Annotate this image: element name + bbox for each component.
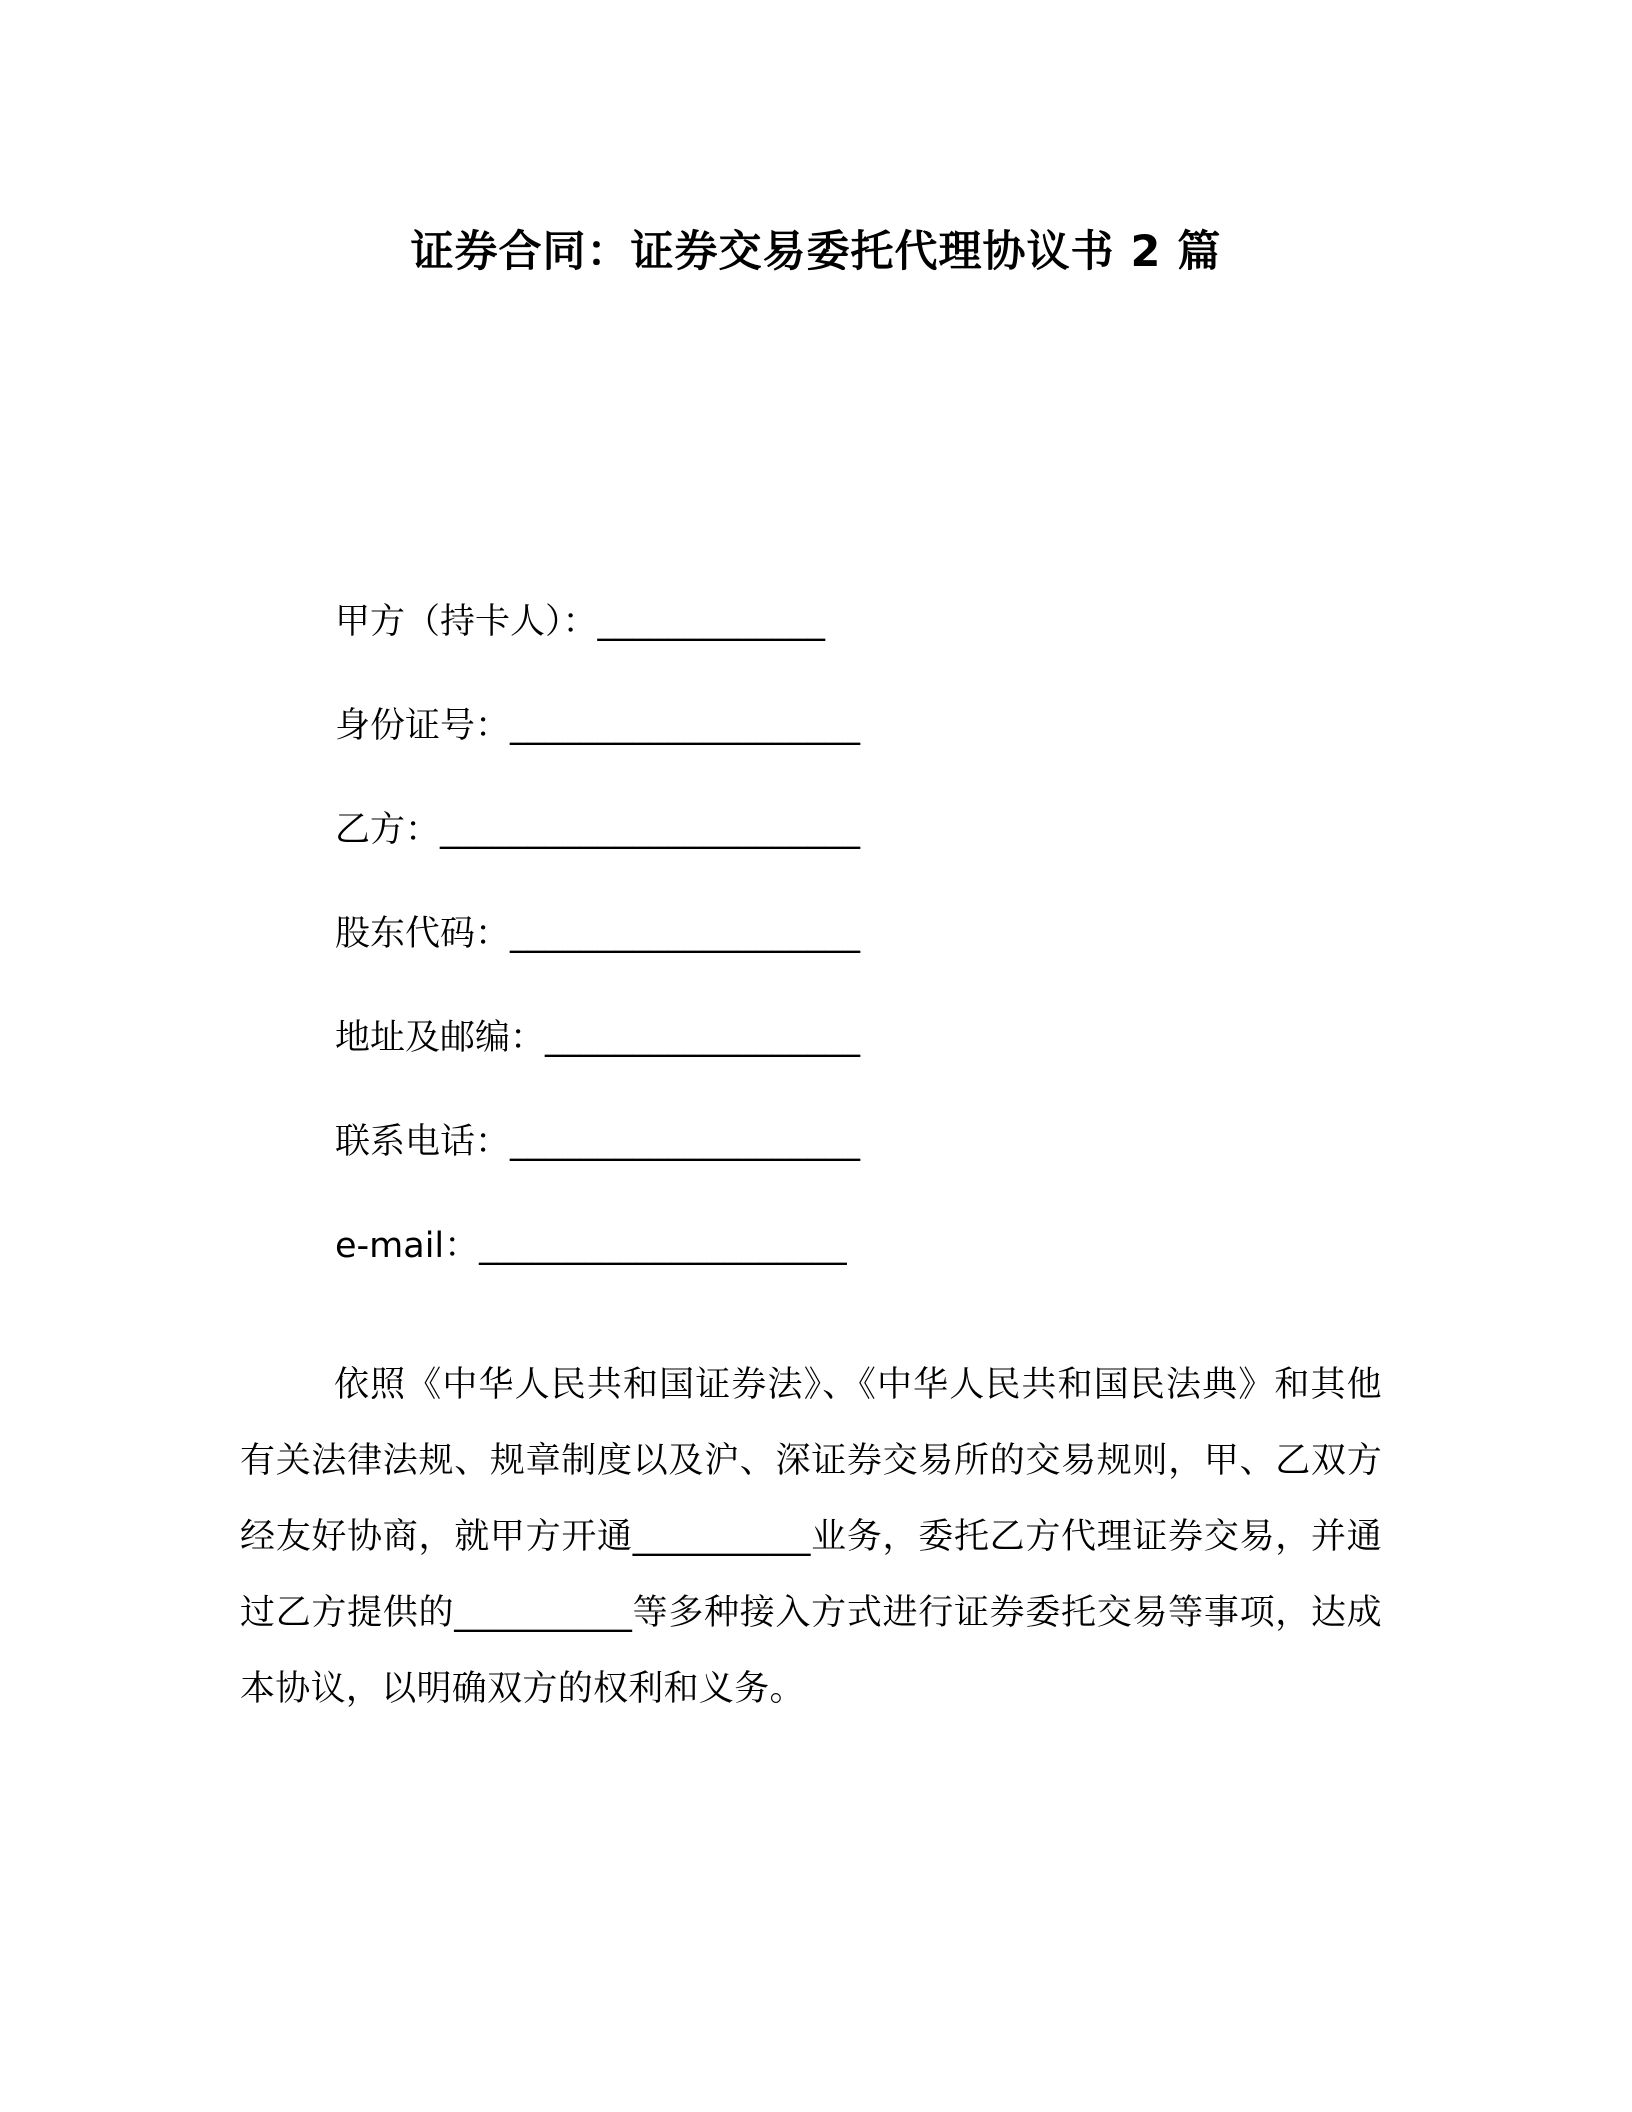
field-label: 甲方（持卡人）： [335,602,598,642]
preamble-paragraph [240,1347,1382,1727]
field-label: e-mail： [335,1226,480,1266]
paragraph-text-part2: 业务，委托乙方代理证券交易，并通过乙方提供的 [240,1517,1382,1633]
field-phone [335,1112,1435,1216]
field-label: 乙方： [335,810,441,850]
field-label: 联系电话： [335,1122,511,1162]
field-id-number [335,696,1435,800]
field-shareholder-code [335,904,1435,1008]
field-address-postcode [335,1008,1435,1112]
document-title: 证券合同：证券交易委托代理协议书 2 篇 [410,227,1222,277]
field-email [335,1216,1435,1320]
field-label: 股东代码： [335,914,511,954]
field-label: 地址及邮编： [335,1018,546,1058]
field-blank: _____________________ [479,1226,847,1266]
field-blank: __________________ [545,1018,861,1058]
field-party-a [335,592,1435,696]
paragraph-blank-2: __________ [454,1593,633,1633]
paragraph-text-part3: 等多种接入方式进行证券委托交易等事项，达成本协议，以明确双方的权利和义务。 [240,1593,1382,1709]
field-blank: ____________________ [510,706,861,746]
party-info-fields [335,592,1435,1320]
field-label: 身份证号： [335,706,511,746]
field-blank: ____________________ [510,914,861,954]
field-blank: ________________________ [440,810,861,850]
paragraph-blank-1: __________ [632,1517,811,1557]
field-blank: ____________________ [510,1122,861,1162]
paragraph-text-part1: 依照《中华人民共和国证券法》、《中华人民共和国民法典》和其他有关法律法规、规章制度以及沪、深证券交易所的交易规则，甲、乙双方经友好协商，就甲方开通 [240,1365,1382,1557]
field-party-b [335,800,1435,904]
field-blank: _____________ [597,602,826,642]
